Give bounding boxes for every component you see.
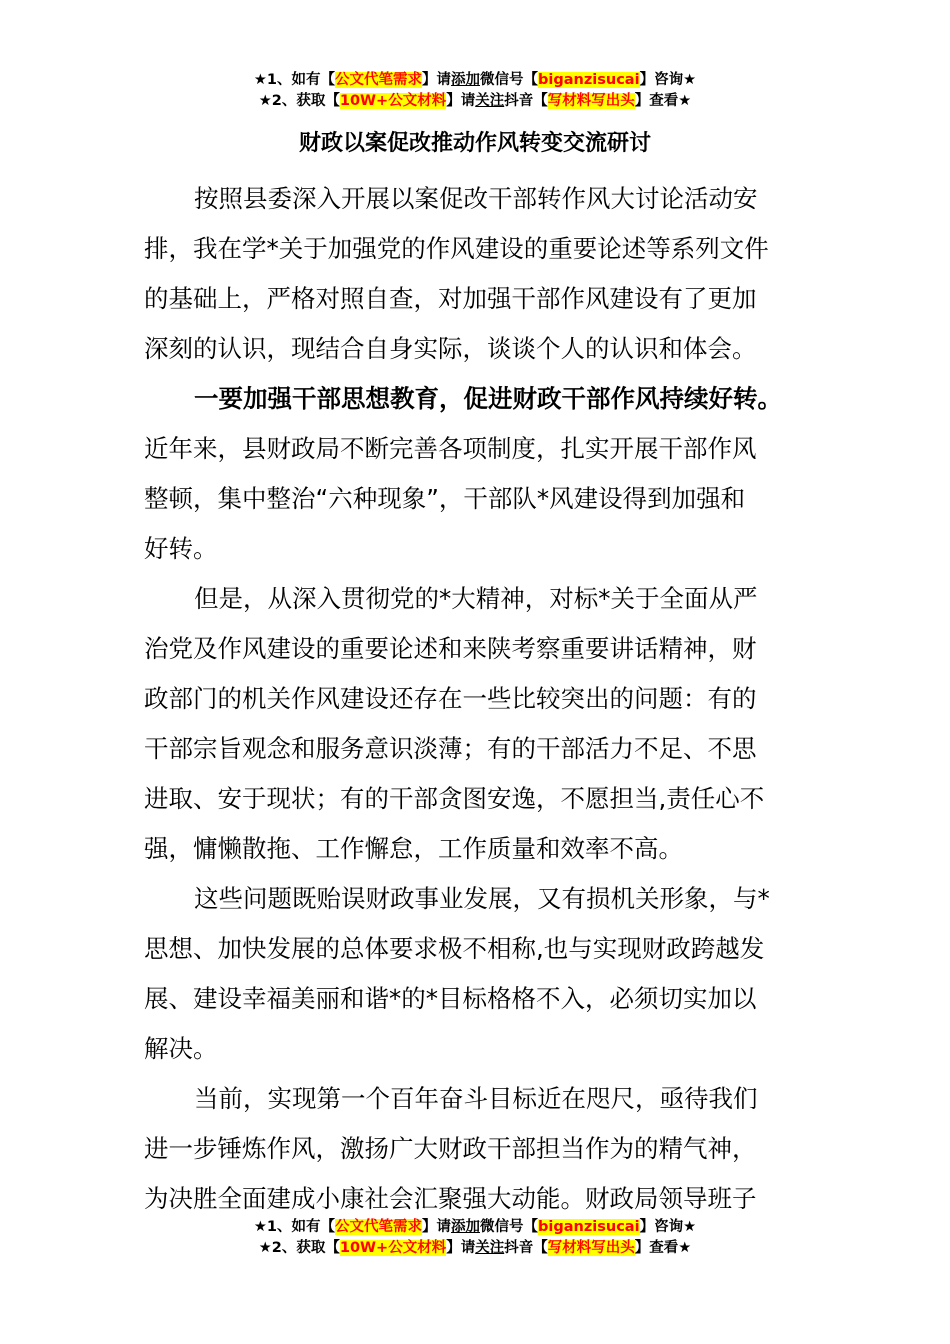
promo-header: [0, 70, 950, 112]
promo-line-1: [0, 70, 950, 91]
promo-underlined: 关注: [475, 93, 505, 109]
promo-text: ★1、如有【: [253, 72, 336, 88]
promo-text: 】咨询★: [639, 1219, 697, 1235]
paragraph-line: 政部门的机关作风建设还存在一些比较突出的问题：有的: [144, 684, 757, 713]
promo-underlined: 添加: [451, 1219, 481, 1235]
paragraph-line: 强，慵懒散拖、工作懈怠，工作质量和效率不高。: [144, 834, 683, 863]
promo-footer: [0, 1217, 950, 1259]
promo-highlight: 10W+公文材料: [339, 1240, 447, 1256]
promo-highlight: 10W+公文材料: [339, 93, 447, 109]
wechat-id-highlight: biganzisucai: [538, 1219, 640, 1235]
promo-text: 】请: [422, 72, 452, 88]
douyin-id-highlight: 写材料写出头: [547, 1240, 635, 1256]
paragraph-line: 为决胜全面建成小康社会汇聚强大动能。财政局领导班子: [144, 1184, 757, 1213]
promo-text: 】请: [446, 1240, 476, 1256]
promo-underlined: 添加: [451, 72, 481, 88]
promo-text: ★2、获取【: [258, 93, 340, 109]
promo-text: ★2、获取【: [258, 1240, 340, 1256]
paragraph-line: 进一步锤炼作风，激扬广大财政干部担当作为的精气神，: [144, 1134, 757, 1163]
paragraph-line: 的基础上，严格对照自查，对加强干部作风建设有了更加: [144, 284, 757, 313]
document-title: 财政以案促改推动作风转变交流研讨: [298, 131, 651, 156]
paragraph-line: 但是，从深入贯彻党的*大精神，对标*关于全面从严: [194, 584, 758, 613]
promo-text: 抖音【: [504, 1240, 548, 1256]
paragraph-line: 近年来，县财政局不断完善各项制度，扎实开展干部作风: [144, 434, 757, 463]
paragraph-line: 思想、加快发展的总体要求极不相称,也与实现财政跨越发: [144, 934, 765, 963]
paragraph-line: 当前，实现第一个百年奋斗目标近在咫尺，亟待我们: [194, 1084, 758, 1113]
paragraph-line: 干部宗旨观念和服务意识淡薄；有的干部活力不足、不思: [144, 734, 757, 763]
promo-line-1: [0, 1217, 950, 1238]
paragraph-line: 深刻的认识，现结合自身实际，谈谈个人的认识和体会。: [144, 334, 757, 363]
paragraph-line: 解决。: [144, 1034, 218, 1063]
paragraph-line: 治党及作风建设的重要论述和来陕考察重要讲话精神，财: [144, 634, 757, 663]
promo-text: ★1、如有【: [253, 1219, 336, 1235]
paragraph-line: 展、建设幸福美丽和谐*的*目标格格不入，必须切实加以: [144, 984, 757, 1013]
promo-text: 微信号【: [480, 72, 539, 88]
promo-text: 抖音【: [504, 93, 548, 109]
paragraph-line: 进取、安于现状；有的干部贪图安逸，不愿担当,责任心不: [144, 784, 765, 813]
promo-text: 】查看★: [634, 1240, 692, 1256]
promo-underlined: 关注: [475, 1240, 505, 1256]
paragraph-line: 排，我在学*关于加强党的作风建设的重要论述等系列文件: [144, 234, 769, 263]
promo-text: 】请: [446, 93, 476, 109]
promo-text: 】查看★: [634, 93, 692, 109]
promo-highlight: 公文代笔需求: [335, 72, 423, 88]
promo-text: 微信号【: [480, 1219, 539, 1235]
section-heading: 一要加强干部思想教育，促进财政干部作风持续好转。: [194, 384, 782, 413]
paragraph-line: 按照县委深入开展以案促改干部转作风大讨论活动安: [194, 184, 758, 213]
promo-highlight: 公文代笔需求: [335, 1219, 423, 1235]
promo-line-2: [0, 1238, 950, 1259]
paragraph-line: 好转。: [144, 534, 218, 563]
paragraph-line: 这些问题既贻误财政事业发展，又有损机关形象，与*: [194, 884, 770, 913]
promo-text: 】请: [422, 1219, 452, 1235]
promo-text: 】咨询★: [639, 72, 697, 88]
douyin-id-highlight: 写材料写出头: [547, 93, 635, 109]
document-body: [144, 174, 812, 1224]
wechat-id-highlight: biganzisucai: [538, 72, 640, 88]
paragraph-line: 整顿，集中整治“六种现象”，干部队*风建设得到加强和: [144, 484, 746, 513]
promo-line-2: [0, 91, 950, 112]
